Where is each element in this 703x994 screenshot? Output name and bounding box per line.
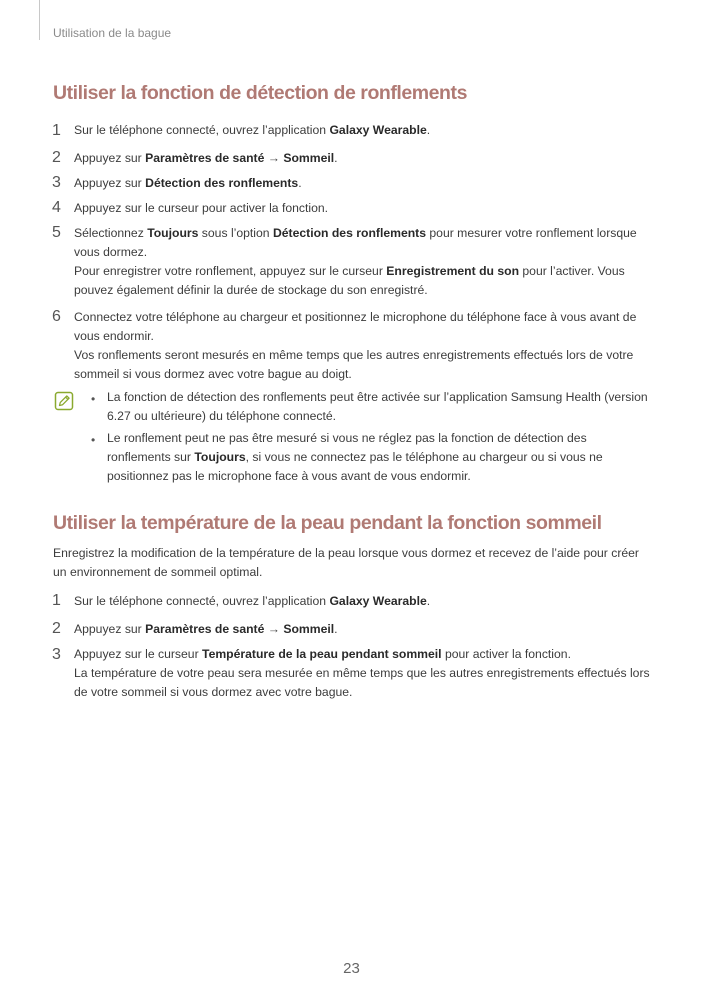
step-number: 2 bbox=[52, 620, 61, 637]
step-number: 3 bbox=[52, 174, 61, 191]
note-item: Le ronflement peut ne pas être mesuré si vous ne réglez pas la fonction de détection des ronflements sur Toujours, si vous ne connectez pas le téléphone au chargeur ou si vous ne positionnez pas le microphone face à vous avant de vous endormir. bbox=[107, 431, 603, 483]
step-text: Appuyez sur Paramètres de santé → Sommeil. bbox=[74, 622, 338, 636]
step-text: Sur le téléphone connecté, ouvrez l’application Galaxy Wearable. bbox=[74, 123, 431, 137]
bullet: • bbox=[91, 433, 96, 447]
page-rule bbox=[39, 0, 40, 40]
section-intro: Enregistrez la modification de la température de la peau lorsque vous dormez et recevez de l’aide pour créer un environnement de sommeil optimal. bbox=[53, 546, 639, 579]
step-text: Sur le téléphone connecté, ouvrez l’application Galaxy Wearable. bbox=[74, 594, 431, 608]
step-text: Connectez votre téléphone au chargeur et positionnez le microphone du téléphone face à vous avant de vous endormir. Vos ronflements seront mesurés en même temps que les autres enregistrements effectués lors de votre sommeil si vous dormez avec votre bague au doigt. bbox=[74, 310, 637, 381]
step-text: Appuyez sur Détection des ronflements. bbox=[74, 176, 302, 190]
step-number: 1 bbox=[52, 122, 61, 139]
note-item: La fonction de détection des ronflements peut être activée sur l’application Samsung Health (version 6.27 ou ultérieure) du téléphone connecté. bbox=[107, 390, 648, 423]
page-number: 23 bbox=[343, 960, 360, 977]
note-pencil-icon bbox=[54, 391, 74, 411]
step-number: 4 bbox=[52, 199, 61, 216]
step-number: 5 bbox=[52, 224, 61, 241]
step-text: Appuyez sur Paramètres de santé → Sommeil. bbox=[74, 151, 338, 165]
section-title-skin-temperature: Utiliser la température de la peau pendant la fonction sommeil bbox=[53, 512, 602, 534]
section-title-snoring: Utiliser la fonction de détection de ronflements bbox=[53, 82, 467, 104]
step-number: 6 bbox=[52, 308, 61, 325]
step-number: 2 bbox=[52, 149, 61, 166]
step-number: 3 bbox=[52, 646, 61, 663]
step-text: Appuyez sur le curseur pour activer la fonction. bbox=[74, 201, 329, 215]
step-text: Sélectionnez Toujours sous l’option Détection des ronflements pour mesurer votre ronflement lorsque vous dormez. Pour enregistrer votre ronflement, appuyez sur le curseur Enregistrement du son pour l’activer. Vous pouvez également définir la durée de stockage du son enregistré. bbox=[74, 226, 637, 297]
step-number: 1 bbox=[52, 592, 61, 609]
step-text: Appuyez sur le curseur Température de la peau pendant sommeil pour activer la fonction. La température de votre peau sera mesurée en même temps que les autres enregistrements effectués lors de votre sommeil si vous dormez avec votre bague. bbox=[74, 647, 650, 699]
bullet: • bbox=[91, 392, 96, 406]
running-header: Utilisation de la bague bbox=[53, 26, 172, 40]
